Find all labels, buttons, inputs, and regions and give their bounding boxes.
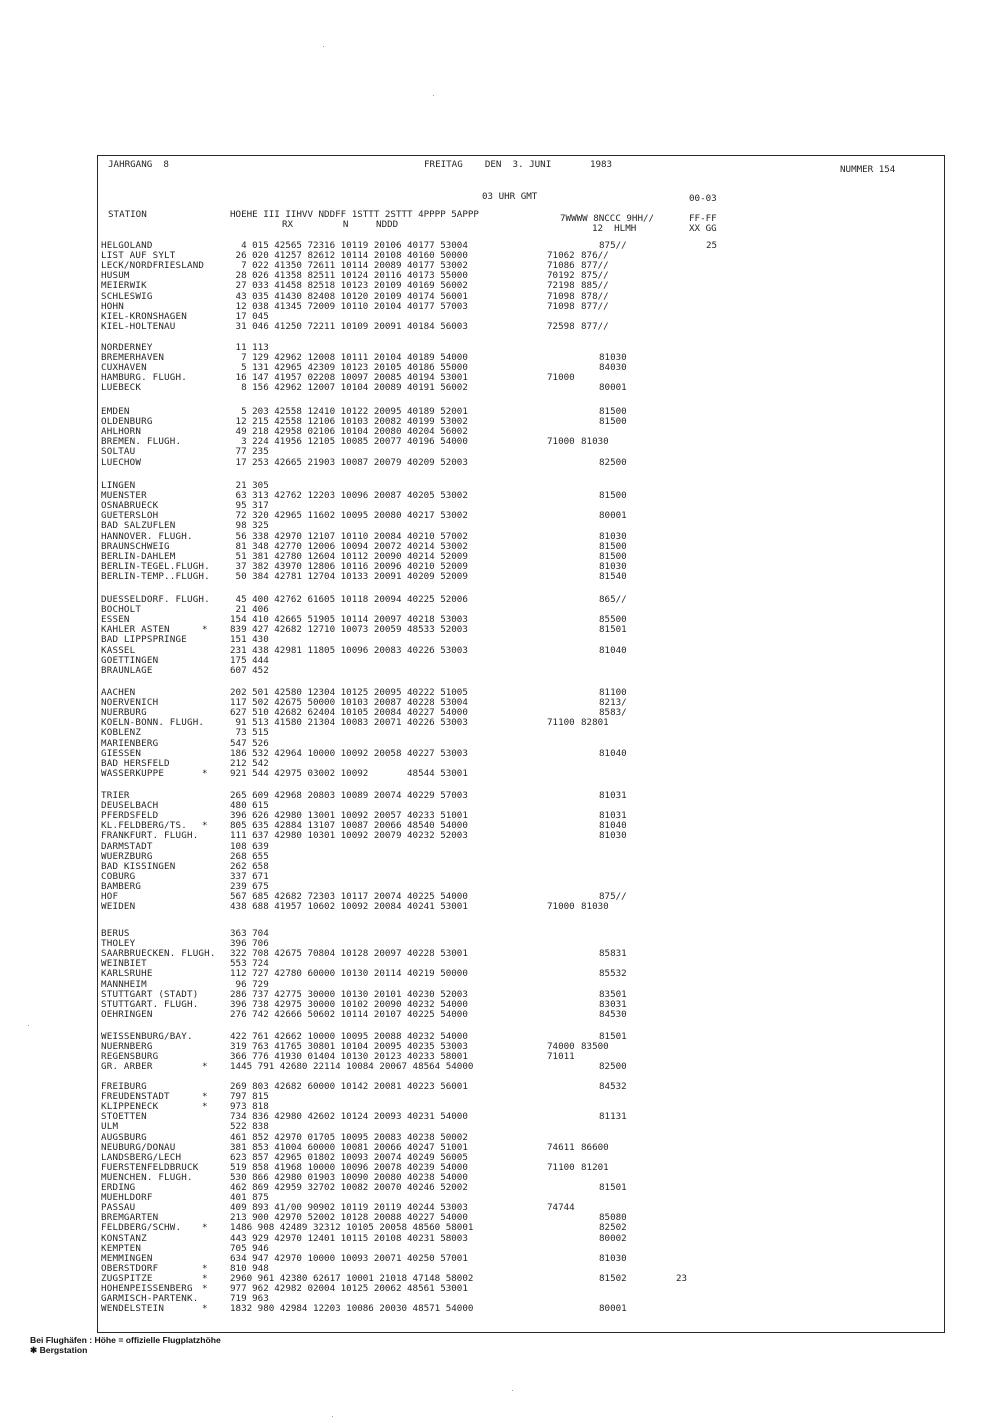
observation-groups: 921 544 42975 03002 10092 48544 53001 xyxy=(230,767,468,779)
station-name: BREMGARTEN xyxy=(101,1212,159,1224)
observation-groups: 265 609 42968 20803 10089 20074 40229 57003 xyxy=(230,790,468,801)
station-name: OSNABRUECK xyxy=(101,500,159,512)
station-name: BAD LIPPSPRINGE xyxy=(101,634,187,646)
station-name: GIESSEN xyxy=(101,747,142,759)
station-name: SCHLESWIG xyxy=(101,290,153,302)
observation-groups: 17 253 42665 21903 10087 20079 40209 52003 xyxy=(230,456,468,468)
observation-groups: 231 438 42981 11805 10096 20083 40226 53003 xyxy=(230,644,468,656)
time-group: 00-03 xyxy=(689,193,717,204)
cloud-group: 83500 xyxy=(581,1041,609,1053)
cloud-group: 81040 xyxy=(599,747,627,759)
cloud-group: 81030 xyxy=(599,560,627,572)
station-name: HANNOVER. FLUGH. xyxy=(101,530,193,542)
weather-group: 71000 xyxy=(547,372,575,384)
station-name: WENDELSTEIN xyxy=(101,1303,165,1315)
mountain-station-marker: * xyxy=(202,1091,208,1103)
observation-groups: 21 406 xyxy=(230,604,269,616)
station-name: PASSAU xyxy=(101,1202,136,1214)
station-name: CUXHAVEN xyxy=(101,362,147,374)
mountain-station-marker: * xyxy=(202,1272,208,1284)
observation-groups: 567 685 42682 72303 10117 20074 40225 54000 xyxy=(230,891,468,902)
observation-groups: 5 203 42558 12410 10122 20095 40189 52001 xyxy=(230,406,468,417)
station-name: TRIER xyxy=(101,790,130,801)
cloud-group: 81500 xyxy=(599,416,627,428)
observation-groups: 95 317 xyxy=(230,500,269,512)
observation-groups: 12 215 42558 12106 10103 20082 40199 53002 xyxy=(230,416,468,428)
station-name: STOETTEN xyxy=(101,1111,147,1123)
station-name: MUEHLDORF xyxy=(101,1192,153,1204)
weather-group: 70192 xyxy=(547,270,575,282)
observation-groups: 43 035 41430 82408 10120 20109 40174 56001 xyxy=(230,290,468,302)
station-name: KAHLER ASTEN xyxy=(101,624,170,636)
observation-groups: 26 020 41257 82612 10114 20108 40160 50000 xyxy=(230,250,468,262)
weather-group: 74000 xyxy=(547,1041,575,1053)
station-name: FRANKFURT. FLUGH. xyxy=(101,830,199,842)
station-name: KIEL-HOLTENAU xyxy=(101,320,176,332)
station-name: WEISSENBURG/BAY. xyxy=(101,1031,193,1042)
cloud-group: 83031 xyxy=(599,998,627,1010)
observation-groups: 547 526 xyxy=(230,737,269,749)
observation-groups: 977 962 42982 02004 10125 20062 48561 53001 xyxy=(230,1283,468,1294)
observation-groups: 186 532 42964 10000 10092 20058 40227 53003 xyxy=(230,747,468,759)
station-name: KONSTANZ xyxy=(101,1232,147,1244)
cloud-group: 84030 xyxy=(599,362,627,374)
observation-groups: 634 947 42970 10000 10093 20071 40250 57001 xyxy=(230,1252,468,1264)
weather-group: 74611 xyxy=(547,1141,575,1153)
observation-groups: 111 637 42980 10301 10092 20079 40232 52003 xyxy=(230,830,468,842)
observation-groups: 27 033 41458 82518 10123 20109 40169 56002 xyxy=(230,280,468,292)
observation-groups: 151 430 xyxy=(230,634,269,646)
weather-group: 71011 xyxy=(547,1051,575,1063)
station-name: KL.FELDBERG/TS. xyxy=(101,820,187,832)
observation-groups: 96 729 xyxy=(230,978,269,990)
cloud-group: 85500 xyxy=(599,614,627,626)
observation-groups: 7 022 41350 72611 10114 20089 40177 53002 xyxy=(230,260,468,272)
station-name: LUECHOW xyxy=(101,456,142,468)
observation-groups: 401 875 xyxy=(230,1192,269,1204)
cloud-group: 82500 xyxy=(599,1061,627,1073)
station-name: KOELN-BONN. FLUGH. xyxy=(101,717,205,729)
cloud-group: 86600 xyxy=(581,1141,609,1153)
observation-groups: 1832 980 42984 12203 10086 20030 48571 54000 xyxy=(230,1303,474,1315)
group-columns-header: 7WWWW 8NCCC 9HH// xyxy=(560,213,655,224)
cloud-group: 81030 xyxy=(599,830,627,842)
group-columns-subheader: 12 HLMH xyxy=(592,223,637,234)
weather-group: 71100 xyxy=(547,1161,575,1173)
cloud-group: 84532 xyxy=(599,1081,627,1092)
observation-groups: 409 893 41/00 90902 10119 20119 40244 53003 xyxy=(230,1202,468,1214)
station-name: PFERDSFELD xyxy=(101,810,159,822)
cloud-group: 81540 xyxy=(599,570,627,582)
station-name: LINGEN xyxy=(101,480,136,491)
mountain-station-note: ✱ Bergstation xyxy=(30,1345,88,1355)
observation-groups: 73 515 xyxy=(230,727,269,739)
station-name: BREMERHAVEN xyxy=(101,352,165,364)
mountain-station-marker: * xyxy=(202,1061,208,1073)
station-name: KARLSRUHE xyxy=(101,968,153,980)
station-name: AUGSBURG xyxy=(101,1131,147,1143)
main-columns-header: HOEHE III IIHVV NDDFF 1STTT 2STTT 4PPPP 5APPP xyxy=(230,209,479,220)
station-name: HOHN xyxy=(101,300,124,312)
station-name: BOCHOLT xyxy=(101,604,142,616)
observation-groups: 202 501 42580 12304 10125 20095 40222 51005 xyxy=(230,687,468,698)
observation-groups: 734 836 42980 42602 10124 20093 40231 54000 xyxy=(230,1111,468,1123)
station-name: STUTTGART (STADT) xyxy=(101,988,199,1000)
observation-groups: 553 724 xyxy=(230,958,269,970)
cloud-group: 81501 xyxy=(599,1182,627,1193)
observation-groups: 51 381 42780 12604 10112 20090 40214 52009 xyxy=(230,550,468,562)
observation-groups: 175 444 xyxy=(230,654,269,666)
station-name: BERLIN-TEGEL.FLUGH. xyxy=(101,560,210,572)
cloud-group: 81500 xyxy=(599,540,627,552)
station-name: KOBLENZ xyxy=(101,727,142,739)
observation-groups: 11 113 xyxy=(230,342,269,353)
observation-groups: 530 866 42980 01903 10090 20080 40238 54000 xyxy=(230,1171,468,1183)
cloud-group: 81040 xyxy=(599,644,627,656)
station-name: MANNHEIM xyxy=(101,978,147,990)
wind-columns-header: FF-FF xyxy=(689,213,717,224)
cloud-group: 877// xyxy=(581,260,609,272)
observation-groups: 286 737 42775 30000 10130 20101 40230 52003 xyxy=(230,988,468,1000)
cloud-group: 80001 xyxy=(599,382,627,394)
observation-groups: 98 325 xyxy=(230,520,269,532)
observation-groups: 21 305 xyxy=(230,480,269,491)
cloud-group: 81500 xyxy=(599,550,627,562)
weather-group: 71086 xyxy=(547,260,575,272)
cloud-group: 85532 xyxy=(599,968,627,980)
observation-groups: 322 708 42675 70804 10128 20097 40228 53001 xyxy=(230,948,468,960)
station-name: GOETTINGEN xyxy=(101,654,159,666)
station-name: DARMSTADT xyxy=(101,840,153,852)
sheet-frame xyxy=(97,155,945,1333)
scan-speck xyxy=(512,1390,513,1391)
observation-groups: 461 852 42970 01705 10095 20083 40238 50002 xyxy=(230,1131,468,1143)
observation-groups: 72 320 42965 11602 10095 20080 40217 53002 xyxy=(230,510,468,522)
cloud-group: 81131 xyxy=(599,1111,627,1123)
observation-groups: 319 763 41765 30801 10104 20095 40235 53003 xyxy=(230,1041,468,1053)
report-time: 03 UHR GMT xyxy=(482,191,538,202)
observation-groups: 705 946 xyxy=(230,1242,269,1254)
observation-groups: 522 838 xyxy=(230,1121,269,1133)
observation-groups: 12 038 41345 72009 10110 20104 40177 57003 xyxy=(230,300,468,312)
station-name: HOHENPEISSENBERG xyxy=(101,1283,193,1294)
cloud-group: 878// xyxy=(581,290,609,302)
station-name: MEIERWIK xyxy=(101,280,147,292)
station-name: REGENSBURG xyxy=(101,1051,159,1063)
station-name: LANDSBERG/LECH xyxy=(101,1151,182,1163)
scan-speck xyxy=(323,46,324,47)
station-name: SOLTAU xyxy=(101,446,136,458)
cloud-group: 875// xyxy=(599,891,627,902)
weather-group: 71098 xyxy=(547,290,575,302)
station-name: HUSUM xyxy=(101,270,130,282)
cloud-group: 83501 xyxy=(599,988,627,1000)
cloud-group: 81031 xyxy=(599,790,627,801)
cloud-group: 81030 xyxy=(581,436,609,448)
observation-groups: 45 400 42762 61605 10118 20094 40225 52006 xyxy=(230,594,468,605)
station-name: BERLIN-TEMP..FLUGH. xyxy=(101,570,210,582)
observation-groups: 443 929 42970 12401 10115 20108 40231 58003 xyxy=(230,1232,468,1244)
cloud-group: 81500 xyxy=(599,490,627,502)
mountain-station-marker: * xyxy=(202,1101,208,1113)
observation-groups: 7 129 42962 12008 10111 20104 40189 54000 xyxy=(230,352,468,364)
observation-groups: 805 635 42884 13107 10087 20066 48540 54000 xyxy=(230,820,468,832)
station-name: WEINBIET xyxy=(101,958,147,970)
observation-groups: 462 869 42959 32702 10082 20070 40246 52002 xyxy=(230,1182,468,1193)
cloud-group: 876// xyxy=(581,250,609,262)
observation-groups: 366 776 41930 01404 10130 20123 40233 58001 xyxy=(230,1051,468,1063)
observation-groups: 396 706 xyxy=(230,938,269,950)
station-name: NEUBURG/DONAU xyxy=(101,1141,176,1153)
weather-group: 72598 xyxy=(547,320,575,332)
date-label: FREITAG DEN 3. JUNI 1983 xyxy=(424,159,613,170)
observation-groups: 480 615 xyxy=(230,800,269,812)
station-name: STUTTGART. FLUGH. xyxy=(101,998,199,1010)
observation-groups: 438 688 41957 10602 10092 20084 40241 53001 xyxy=(230,901,468,913)
weather-group: 71000 xyxy=(547,901,575,913)
scan-speck xyxy=(433,95,434,96)
weather-group: 72198 xyxy=(547,280,575,292)
station-name: NOERVENICH xyxy=(101,697,159,709)
observation-groups: 839 427 42682 12710 10073 20059 48533 52003 xyxy=(230,624,468,636)
station-name: FUERSTENFELDBRUCK xyxy=(101,1161,199,1173)
observation-groups: 117 502 42675 50000 10103 20087 40228 53004 xyxy=(230,697,468,709)
station-name: FELDBERG/SCHW. xyxy=(101,1222,182,1234)
station-name: EMDEN xyxy=(101,406,130,417)
station-name: AACHEN xyxy=(101,687,136,698)
scan-speck xyxy=(332,1416,333,1417)
observation-groups: 797 815 xyxy=(230,1091,269,1103)
observation-groups: 8 156 42962 12007 10104 20089 40191 56002 xyxy=(230,382,468,394)
station-name: WEIDEN xyxy=(101,901,136,913)
station-name: ESSEN xyxy=(101,614,130,626)
cloud-group: 85080 xyxy=(599,1212,627,1224)
observation-groups: 262 658 xyxy=(230,860,269,872)
observation-groups: 50 384 42781 12704 10133 20091 40209 52009 xyxy=(230,570,468,582)
cloud-group: 885// xyxy=(581,280,609,292)
cloud-group: 80001 xyxy=(599,510,627,522)
station-name: MUENSTER xyxy=(101,490,147,502)
cloud-group: 81030 xyxy=(581,901,609,913)
station-name: OEHRINGEN xyxy=(101,1008,153,1020)
mountain-station-marker: * xyxy=(202,1303,208,1315)
station-name: KIEL-KRONSHAGEN xyxy=(101,310,187,322)
station-name: NUERBURG xyxy=(101,707,147,719)
station-name: LUEBECK xyxy=(101,382,142,394)
observation-groups: 108 639 xyxy=(230,840,269,852)
station-name: OLDENBURG xyxy=(101,416,153,428)
observation-groups: 1445 791 42680 22114 10084 20067 48564 54000 xyxy=(230,1061,474,1073)
station-name: KEMPTEN xyxy=(101,1242,142,1254)
station-name: HAMBURG. FLUGH. xyxy=(101,372,187,384)
observation-groups: 31 046 41250 72211 10109 20091 40184 56003 xyxy=(230,320,468,332)
observation-groups: 719 963 xyxy=(230,1293,269,1305)
mountain-station-marker: * xyxy=(202,1222,208,1234)
cloud-group: 8583/ xyxy=(599,707,627,719)
station-name: GARMISCH-PARTENK. xyxy=(101,1293,199,1305)
station-name: BAD HERSFELD xyxy=(101,757,170,769)
cloud-group: 877// xyxy=(581,300,609,312)
cloud-group: 81501 xyxy=(599,624,627,636)
observation-groups: 56 338 42970 12107 10110 20084 40210 57002 xyxy=(230,530,468,542)
station-name: LIST AUF SYLT xyxy=(101,250,176,262)
weather-group: 74744 xyxy=(547,1202,575,1214)
mountain-station-marker: * xyxy=(202,820,208,832)
station-name: BERLIN-DAHLEM xyxy=(101,550,176,562)
main-columns-subheader: RX N NDDD xyxy=(282,219,399,230)
station-name: NUERNBERG xyxy=(101,1041,153,1053)
station-name: BRAUNSCHWEIG xyxy=(101,540,170,552)
station-name: KLIPPENECK xyxy=(101,1101,159,1113)
cloud-group: 875// xyxy=(581,270,609,282)
station-name: LECK/NORDFRIESLAND xyxy=(101,260,205,272)
station-name: ULM xyxy=(101,1121,119,1133)
observation-groups: 3 224 41956 12105 10085 20077 40196 54000 xyxy=(230,436,468,448)
observation-groups: 112 727 42780 60000 10130 20114 40219 50000 xyxy=(230,968,468,980)
station-name: BAD SALZUFLEN xyxy=(101,520,176,532)
observation-groups: 519 858 41968 10000 10096 20078 40239 54000 xyxy=(230,1161,468,1173)
observation-groups: 363 704 xyxy=(230,928,269,939)
observation-groups: 396 626 42980 13001 10092 20057 40233 51001 xyxy=(230,810,468,822)
cloud-group: 865// xyxy=(599,594,627,605)
observation-groups: 1486 908 42489 32312 10105 20058 48560 58001 xyxy=(230,1222,474,1234)
station-name: FREUDENSTADT xyxy=(101,1091,170,1103)
mountain-station-marker: * xyxy=(202,1262,208,1274)
airport-height-note: Bei Flughäfen : Höhe = offizielle Flugplatzhöhe xyxy=(30,1335,221,1345)
observation-groups: 91 513 41580 21304 10083 20071 40226 53003 xyxy=(230,717,468,729)
observation-groups: 212 542 xyxy=(230,757,269,769)
cloud-group: 81030 xyxy=(599,530,627,542)
volume-label: JAHRGANG 8 xyxy=(108,159,169,170)
station-name: SAARBRUECKEN. FLUGH. xyxy=(101,948,216,960)
weather-group: 71100 xyxy=(547,717,575,729)
observation-groups: 5 131 42965 42309 10123 20105 40186 55000 xyxy=(230,362,468,374)
observation-groups: 607 452 xyxy=(230,664,269,676)
station-name: MUENCHEN. FLUGH. xyxy=(101,1171,193,1183)
observation-groups: 268 655 xyxy=(230,850,269,862)
observation-groups: 63 313 42762 12203 10096 20087 40205 53002 xyxy=(230,490,468,502)
observation-groups: 239 675 xyxy=(230,880,269,892)
observation-groups: 28 026 41358 82511 10124 20116 40173 55000 xyxy=(230,270,468,282)
cloud-group: 81501 xyxy=(599,1031,627,1042)
cloud-group: 80002 xyxy=(599,1232,627,1244)
station-name: MARIENBERG xyxy=(101,737,159,749)
observation-groups: 810 948 xyxy=(230,1262,269,1274)
station-name: OBERSTDORF xyxy=(101,1262,159,1274)
weather-group: 71062 xyxy=(547,250,575,262)
cloud-group: 8213/ xyxy=(599,697,627,709)
observation-groups: 422 761 42662 10000 10095 20088 40232 54000 xyxy=(230,1031,468,1042)
issue-number: NUMMER 154 xyxy=(840,164,896,175)
cloud-group: 81502 xyxy=(599,1272,627,1284)
observation-groups: 2960 961 42380 62617 10001 21018 47148 58002 xyxy=(230,1272,474,1284)
cloud-group: 82502 xyxy=(599,1222,627,1234)
mountain-station-marker: * xyxy=(202,624,208,636)
observation-groups: 627 510 42682 62404 10105 20084 40227 54000 xyxy=(230,707,468,719)
observation-groups: 154 410 42665 51905 10114 20097 40218 53003 xyxy=(230,614,468,626)
station-name: ZUGSPITZE xyxy=(101,1272,153,1284)
station-name: GUETERSLOH xyxy=(101,510,159,522)
station-name: FREIBURG xyxy=(101,1081,147,1092)
observation-groups: 269 803 42682 60000 10142 20081 40223 56001 xyxy=(230,1081,468,1092)
station-name: MEMMINGEN xyxy=(101,1252,153,1264)
cloud-group: 81201 xyxy=(581,1161,609,1173)
station-name: ERDING xyxy=(101,1182,136,1193)
cloud-group: 82801 xyxy=(581,717,609,729)
scan-speck xyxy=(28,1025,29,1026)
cloud-group: 81100 xyxy=(599,687,627,698)
cloud-group: 80001 xyxy=(599,1303,627,1315)
station-name: WASSERKUPPE xyxy=(101,767,165,779)
observation-groups: 213 900 42970 52002 10128 20088 40227 54000 xyxy=(230,1212,468,1224)
observation-groups: 16 147 41957 02208 10097 20085 40194 53001 xyxy=(230,372,468,384)
mountain-station-marker: * xyxy=(202,767,208,779)
observation-groups: 77 235 xyxy=(230,446,269,458)
weather-group: 71098 xyxy=(547,300,575,312)
station-name: NORDERNEY xyxy=(101,342,153,353)
cloud-group: 877// xyxy=(581,320,609,332)
cloud-group: 81500 xyxy=(599,406,627,417)
station-column-header: STATION xyxy=(108,209,147,220)
observation-groups: 49 218 42958 02106 10104 20080 40204 56002 xyxy=(230,426,468,438)
cloud-group: 84530 xyxy=(599,1008,627,1020)
observation-groups: 37 382 43970 12806 10116 20096 40210 52009 xyxy=(230,560,468,572)
observation-groups: 4 015 42565 72316 10119 20106 40177 53004 xyxy=(230,240,468,251)
cloud-group: 875// xyxy=(599,240,627,251)
observation-groups: 337 671 xyxy=(230,870,269,882)
cloud-group: 81030 xyxy=(599,352,627,364)
wind-gust-value: 23 xyxy=(676,1272,688,1284)
station-name: WUERZBURG xyxy=(101,850,153,862)
station-name: BAMBERG xyxy=(101,880,142,892)
station-name: THOLEY xyxy=(101,938,136,950)
observation-groups: 973 818 xyxy=(230,1101,269,1113)
weather-group: 71000 xyxy=(547,436,575,448)
station-name: BREMEN. FLUGH. xyxy=(101,436,182,448)
wind-gust-value: 25 xyxy=(706,240,718,251)
cloud-group: 85831 xyxy=(599,948,627,960)
wind-columns-subheader: XX GG xyxy=(689,223,717,234)
observation-groups: 276 742 42666 50602 10114 20107 40225 54000 xyxy=(230,1008,468,1020)
station-name: DUESSELDORF. FLUGH. xyxy=(101,594,210,605)
mountain-station-marker: * xyxy=(202,1283,208,1294)
observation-groups: 396 738 42975 30000 10102 20090 40232 54000 xyxy=(230,998,468,1010)
cloud-group: 82500 xyxy=(599,456,627,468)
station-name: AHLHORN xyxy=(101,426,142,438)
cloud-group: 81040 xyxy=(599,820,627,832)
station-name: KASSEL xyxy=(101,644,136,656)
station-name: COBURG xyxy=(101,870,136,882)
station-name: HOF xyxy=(101,891,119,902)
observation-groups: 81 348 42770 12006 10094 20072 40214 53002 xyxy=(230,540,468,552)
station-name: HELGOLAND xyxy=(101,240,153,251)
station-name: BERUS xyxy=(101,928,130,939)
station-name: BAD KISSINGEN xyxy=(101,860,176,872)
cloud-group: 81030 xyxy=(599,1252,627,1264)
observation-groups: 381 853 41004 60000 10081 20066 40247 51001 xyxy=(230,1141,468,1153)
station-name: DEUSELBACH xyxy=(101,800,159,812)
observation-groups: 623 857 42965 01802 10093 20074 40249 56005 xyxy=(230,1151,468,1163)
station-name: BRAUNLAGE xyxy=(101,664,153,676)
station-name: GR. ARBER xyxy=(101,1061,153,1073)
cloud-group: 81031 xyxy=(599,810,627,822)
observation-groups: 17 045 xyxy=(230,310,269,322)
